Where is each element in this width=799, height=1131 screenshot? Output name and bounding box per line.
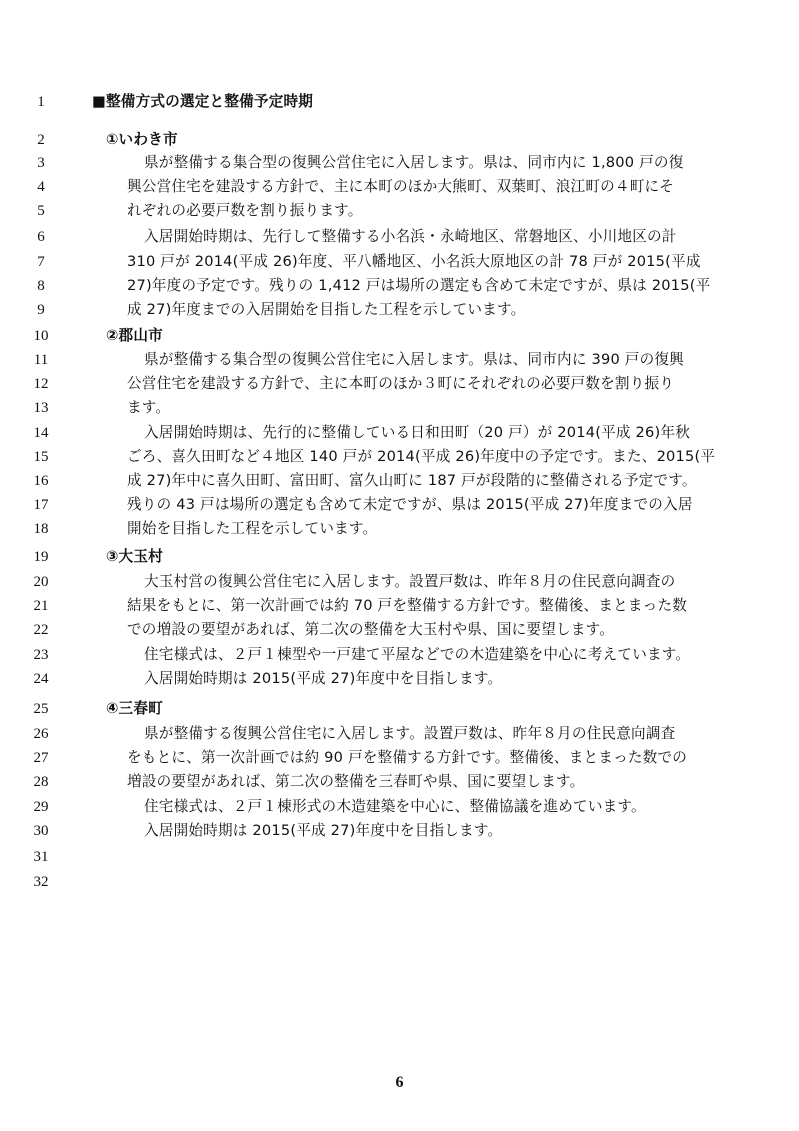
- line-text: 県が整備する集合型の復興公営住宅に入居します。県は、同市内に 1,800 戸の復: [144, 154, 684, 171]
- line-number: 25: [33, 701, 49, 717]
- section-heading: ③大玉村: [106, 548, 163, 565]
- line-number: 6: [37, 229, 45, 245]
- line-number: 32: [33, 874, 49, 890]
- line-number: 11: [33, 352, 49, 368]
- text-line: [0, 372, 799, 396]
- line-number: 4: [37, 179, 45, 195]
- line-text: 大玉村営の復興公営住宅に入居します。設置戸数は、昨年８月の住民意向調査の: [144, 573, 676, 590]
- line-number: 7: [37, 254, 45, 270]
- text-line: [0, 770, 799, 794]
- text-line: [0, 845, 799, 869]
- line-text: 入居開始時期は、先行的に整備している日和田町（20 戸）が 2014(平成 26)年秋: [144, 424, 690, 441]
- line-text: をもとに、第一次計画では約 90 戸を整備する方針です。整備後、まとまった数での: [127, 749, 688, 766]
- text-line: [0, 274, 799, 298]
- text-line: [0, 298, 799, 322]
- line-number: 13: [33, 400, 49, 416]
- line-text: 増設の要望があれば、第二次の整備を三春町や県、国に要望します。: [127, 773, 585, 790]
- line-text: 残りの 43 戸は場所の選定も含めて未定ですが、県は 2015(平成 27)年度までの入居: [127, 496, 693, 513]
- line-number: 5: [37, 203, 45, 219]
- line-text: ます。: [127, 399, 171, 416]
- text-line: [0, 545, 799, 569]
- line-text: ごろ、喜久田町など４地区 140 戸が 2014(平成 26)年度中の予定です。また、2015(平: [127, 448, 716, 465]
- line-number: 19: [33, 549, 49, 565]
- line-text: 住宅様式は、２戸１棟形式の木造建築を中心に、整備協議を進めています。: [144, 798, 646, 815]
- line-number: 16: [33, 473, 49, 489]
- text-line: [0, 199, 799, 223]
- line-text: 県が整備する集合型の復興公営住宅に入居します。県は、同市内に 390 戸の復興: [144, 351, 684, 368]
- line-number: 27: [33, 750, 49, 766]
- section-heading: ④三春町: [106, 700, 163, 717]
- line-text: 県が整備する復興公営住宅に入居します。設置戸数は、昨年８月の住民意向調査: [144, 725, 676, 742]
- line-number: 29: [33, 799, 49, 815]
- text-line: [0, 445, 799, 469]
- text-line: [0, 722, 799, 746]
- text-line: [0, 421, 799, 445]
- line-text: 310 戸が 2014(平成 26)年度、平八幡地区、小名浜大原地区の計 78 戸が 2015(平成: [127, 253, 701, 270]
- line-text: 成 27)年度までの入居開始を目指した工程を示しています。: [127, 301, 526, 318]
- text-line: [0, 643, 799, 667]
- text-line: [0, 225, 799, 249]
- line-text: れぞれの必要戸数を割り振ります。: [127, 202, 363, 219]
- line-number: 28: [33, 774, 49, 790]
- line-number: 12: [33, 376, 49, 392]
- line-text: 開始を目指した工程を示しています。: [127, 520, 378, 537]
- text-line: [0, 151, 799, 175]
- line-number: 2: [37, 132, 45, 148]
- line-text: 公営住宅を建設する方針で、主に本町のほか３町にそれぞれの必要戸数を割り振り: [127, 375, 675, 392]
- text-line: [0, 697, 799, 721]
- text-line: [0, 175, 799, 199]
- line-number: 26: [33, 726, 49, 742]
- section-heading: ①いわき市: [106, 131, 178, 148]
- line-text: 成 27)年中に喜久田町、富田町、富久山町に 187 戸が段階的に整備される予定です。: [127, 472, 697, 489]
- page-number: 6: [395, 1074, 404, 1091]
- section-heading: ■整備方式の選定と整備予定時期: [92, 93, 314, 110]
- text-line: [0, 396, 799, 420]
- text-line: [0, 819, 799, 843]
- line-number: 17: [33, 497, 49, 513]
- line-text: 住宅様式は、２戸１棟型や一戸建て平屋などでの木造建築を中心に考えています。: [144, 646, 691, 663]
- line-number: 22: [33, 622, 49, 638]
- line-number: 20: [33, 574, 49, 590]
- line-number: 23: [33, 647, 49, 663]
- section-heading: ②郡山市: [106, 327, 163, 344]
- text-line: [0, 618, 799, 642]
- line-number: 24: [33, 671, 49, 687]
- text-line: [0, 348, 799, 372]
- text-line: [0, 324, 799, 348]
- line-number: 15: [33, 449, 49, 465]
- line-number: 9: [37, 302, 45, 318]
- line-number: 3: [37, 155, 45, 171]
- line-number: 21: [33, 598, 49, 614]
- line-number: 18: [33, 521, 49, 537]
- text-line: [0, 517, 799, 541]
- text-line: [0, 570, 799, 594]
- text-line: [0, 795, 799, 819]
- text-line: [0, 128, 799, 152]
- text-line: [0, 667, 799, 691]
- text-line: [0, 870, 799, 894]
- line-number: 10: [33, 328, 49, 344]
- text-line: [0, 746, 799, 770]
- line-text: 入居開始時期は 2015(平成 27)年度中を目指します。: [144, 670, 503, 687]
- text-line: [0, 469, 799, 493]
- line-text: での増設の要望があれば、第二次の整備を大玉村や県、国に要望します。: [127, 621, 615, 638]
- text-line: [0, 90, 799, 114]
- line-number: 8: [37, 278, 45, 294]
- line-text: 入居開始時期は、先行して整備する小名浜・永崎地区、常磐地区、小川地区の計: [144, 228, 677, 245]
- line-number: 14: [33, 425, 49, 441]
- text-line: [0, 250, 799, 274]
- line-text: 興公営住宅を建設する方針で、主に本町のほか大熊町、双葉町、浪江町の４町にそ: [127, 178, 675, 195]
- line-text: 入居開始時期は 2015(平成 27)年度中を目指します。: [144, 822, 503, 839]
- text-line: [0, 594, 799, 618]
- line-number: 1: [37, 94, 45, 110]
- line-number: 30: [33, 823, 49, 839]
- line-text: 結果をもとに、第一次計画では約 70 戸を整備する方針です。整備後、まとまった数: [127, 597, 688, 614]
- line-number: 31: [33, 849, 49, 865]
- text-line: [0, 493, 799, 517]
- line-text: 27)年度の予定です。残りの 1,412 戸は場所の選定も含めて未定ですが、県は 2015(平: [127, 277, 711, 294]
